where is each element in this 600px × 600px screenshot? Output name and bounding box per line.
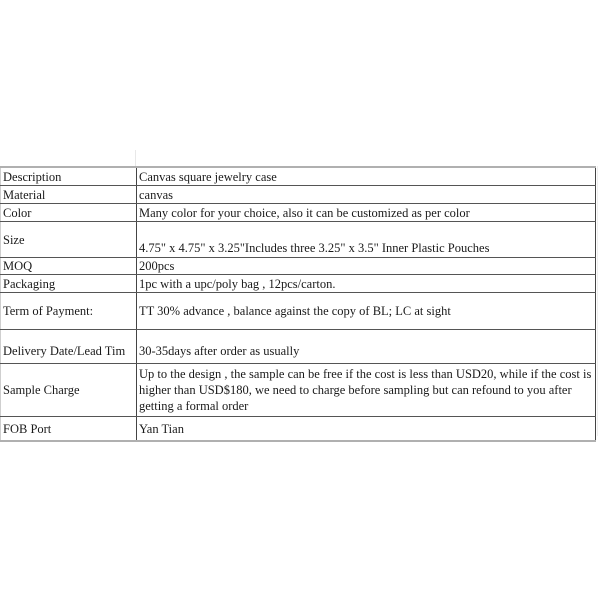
row-label: Sample Charge: [1, 364, 137, 417]
row-value: 30-35days after order as usually: [137, 330, 596, 364]
row-value: Yan Tian: [137, 417, 596, 442]
row-label: Color: [1, 204, 137, 222]
row-value: 4.75" x 4.75" x 3.25"Includes three 3.25" x 3.5" Inner Plastic Pouches: [137, 222, 596, 258]
row-value: 1pc with a upc/poly bag , 12pcs/carton.: [137, 275, 596, 293]
row-label: MOQ: [1, 258, 137, 275]
row-value: Many color for your choice, also it can be customized as per color: [137, 204, 596, 222]
row-value: Up to the design , the sample can be free if the cost is less than USD20, while if the cost is higher than USD$180, we need to charge before sampling but can refound to you after getting a formal order: [137, 364, 596, 417]
table-row-sample-charge: [1, 364, 596, 417]
table-row-color: [1, 204, 596, 222]
row-value: canvas: [137, 186, 596, 204]
product-spec-table: [0, 166, 596, 442]
table-row-material: [1, 186, 596, 204]
table-row-term-of-payment: [1, 293, 596, 330]
row-value: TT 30% advance , balance against the copy of BL; LC at sight: [137, 293, 596, 330]
row-label: Packaging: [1, 275, 137, 293]
row-value: 200pcs: [137, 258, 596, 275]
row-label: FOB Port: [1, 417, 137, 442]
faint-gridline: [597, 166, 598, 436]
table-row-fob-port: [1, 417, 596, 442]
row-label: Material: [1, 186, 137, 204]
row-label: Size: [1, 222, 137, 258]
row-value: Canvas square jewelry case: [137, 167, 596, 186]
table-row-description: [1, 167, 596, 186]
table-row-delivery-date: [1, 330, 596, 364]
table-row-size: [1, 222, 596, 258]
row-label: Description: [1, 167, 137, 186]
row-label: Delivery Date/Lead Tim: [1, 330, 137, 364]
table-row-moq: [1, 258, 596, 275]
row-label: Term of Payment:: [1, 293, 137, 330]
faint-gridline: [135, 150, 136, 166]
table-row-packaging: [1, 275, 596, 293]
